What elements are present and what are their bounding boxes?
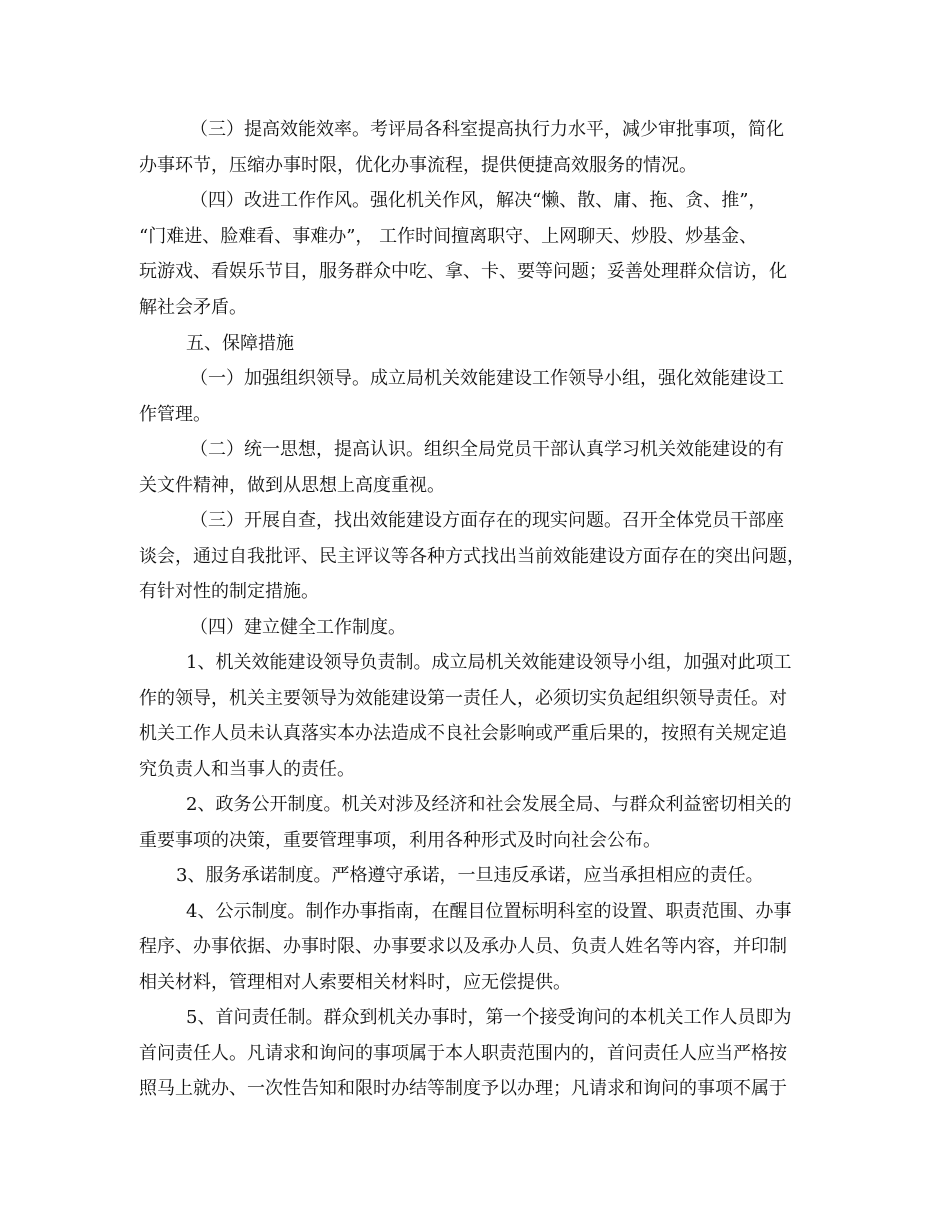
text-line: （四）建立健全工作制度。 (190, 617, 406, 638)
section-heading: 五、保障措施 (186, 333, 294, 354)
text-line: 5、首问责任制。群众到机关办事时，第一个接受询问的本机关工作人员即为 (186, 1007, 792, 1028)
text-line: 3、服务承诺制度。严格遵守承诺，一旦违反承诺，应当承担相应的责任。 (176, 865, 764, 886)
text-line: 有针对性的制定措施。 (139, 581, 319, 602)
text-line: 玩游戏、看娱乐节目，服务群众中吃、拿、卡、要等问题；妥善处理群众信访，化 (139, 261, 787, 282)
text-line: （一）加强组织领导。成立局机关效能建设工作领导小组，强化效能建设工 (190, 368, 784, 389)
text-line: 解社会矛盾。 (139, 297, 247, 318)
text-line: （三）提高效能效率。考评局各科室提高执行力水平，减少审批事项，简化 (190, 119, 784, 140)
text-line: 办事环节，压缩办事时限，优化办事流程，提供便捷高效服务的情况。 (139, 155, 697, 176)
text-line: 2、政务公开制度。机关对涉及经济和社会发展全局、与群众利益密切相关的 (186, 794, 792, 815)
text-line: （三）开展自查，找出效能建设方面存在的现实问题。召开全体党员干部座 (190, 510, 784, 531)
text-line: 作管理。 (139, 404, 211, 425)
text-line: 照马上就办、一次性告知和限时办结等制度予以办理；凡请求和询问的事项不属于 (139, 1078, 787, 1099)
text-line: 程序、办事依据、办事时限、办事要求以及承办人员、负责人姓名等内容，并印制 (139, 936, 787, 957)
text-line: （二）统一思想，提高认识。组织全局党员干部认真学习机关效能建设的有 (190, 439, 784, 460)
text-line: 谈会，通过自我批评、民主评议等各种方式找出当前效能建设方面存在的突出问题， (139, 546, 805, 567)
text-line: 相关材料，管理相对人索要相关材料时，应无偿提供。 (139, 972, 571, 993)
text-line: “门难进、脸难看、事难办”， 工作时间擅离职守、上网聊天、炒股、炒基金、 (139, 226, 758, 247)
text-line: （四）改进工作作风。强化机关作风，解决“懒、散、庸、拖、贪、推”， (190, 190, 767, 211)
text-line: 作的领导，机关主要领导为效能建设第一责任人，必须切实负起组织领导责任。对 (139, 688, 787, 709)
text-line: 关文件精神，做到从思想上高度重视。 (139, 475, 445, 496)
text-line: 重要事项的决策，重要管理事项，利用各种形式及时向社会公布。 (139, 830, 661, 851)
text-line: 机关工作人员未认真落实本办法造成不良社会影响或严重后果的，按照有关规定追 (139, 723, 787, 744)
text-line: 4、公示制度。制作办事指南，在醒目位置标明科室的设置、职责范围、办事 (186, 901, 792, 922)
text-line: 1、机关效能建设领导负责制。成立局机关效能建设领导小组，加强对此项工 (186, 652, 792, 673)
text-line: 究负责人和当事人的责任。 (139, 759, 355, 780)
text-line: 首问责任人。凡请求和询问的事项属于本人职责范围内的，首问责任人应当严格按 (139, 1043, 787, 1064)
